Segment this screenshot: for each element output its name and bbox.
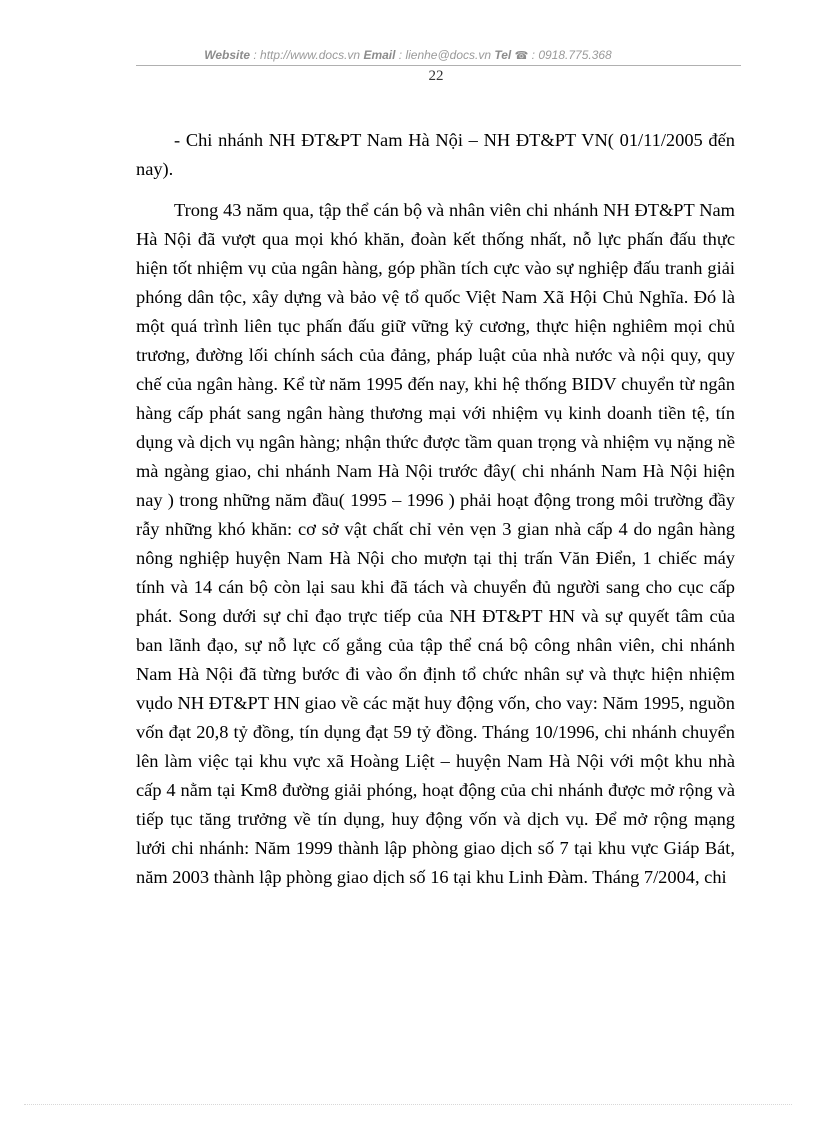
header-divider [136,65,741,66]
page-number: 22 [428,68,444,84]
website-label: Website [204,48,251,62]
email-label: Email [363,48,396,62]
document-body [136,126,735,904]
website-value: : http://www.docs.vn [250,48,364,62]
paragraph: Trong 43 năm qua, tập thể cán bộ và nhân viên chi nhánh NH ĐT&PT Nam Hà Nội đã vượt qua mọi khó khăn, đoàn kết thống nhất, nỗ lực phấn đấu thực hiện tốt nhiệm vụ của ngân hàng, góp phần tích cực vào sự nghiệp đấu tranh giải phóng dân tộc, xây dựng và bảo vệ tổ quốc Việt Nam Xã Hội Chủ Nghĩa. Đó là một quá trình liên tục phấn đấu giữ vững kỷ cương, thực hiện nghiêm mọi chủ trương, đường lối chính sách của đảng, pháp luật của nhà nước và nội quy, quy chế của ngân hàng. Kể từ năm 1995 đến nay, khi hệ thống BIDV chuyển từ ngân hàng cấp phát sang ngân hàng thương mại với nhiệm vụ kinh doanh tiền tệ, tín dụng và dịch vụ ngân hàng; nhận thức được tầm quan trọng và nhiệm vụ nặng nề mà ngàng giao, chi nhánh Nam Hà Nội trước đây( chi nhánh Nam Hà Nội hiện nay ) trong những năm đầu( 1995 – 1996 ) phải hoạt động trong môi trường đầy rẫy những khó khăn: cơ sở vật chất chỉ vẻn vẹn 3 gian nhà cấp 4 do ngân hàng nông nghiệp huyện Nam Hà Nội cho mượn tại thị trấn Văn Điển, 1 chiếc máy tính và 14 cán bộ còn lại sau khi đã tách và chuyển đủ người sang cho cục cấp phát. Song dưới sự chỉ đạo trực tiếp của NH ĐT&PT HN và sự quyết tâm của ban lãnh đạo, sự nỗ lực cố gắng của tập thể cná bộ công nhân viên, chi nhánh Nam Hà Nội đã từng bước đi vào ổn định tổ chức nhân sự và thực hiện nhiệm vụdo NH ĐT&PT HN giao về các mặt huy động vốn, cho vay: Năm 1995, nguồn vốn đạt 20,8 tỷ đồng, tín dụng đạt 59 tỷ đồng. Tháng 10/1996, chi nhánh chuyển lên làm việc tại khu vực xã Hoàng Liệt – huyện Nam Hà Nội với một khu nhà cấp 4 nằm tại Km8 đường giải phóng, hoạt động của chi nhánh được mở rộng và tiếp tục tăng trưởng về tín dụng, huy động vốn và dịch vụ. Để mở rộng mạng lưới chi nhánh: Năm 1999 thành lập phòng giao dịch số 7 tại khu vực Giáp Bát, năm 2003 thành lập phòng giao dịch số 16 tại khu Linh Đàm. Tháng 7/2004, chi [136,200,735,887]
tel-label: Tel [494,48,512,62]
footer-divider [24,1104,792,1105]
page-header [0,48,816,62]
tel-value: : 0918.775.368 [528,48,612,62]
paragraph: - Chi nhánh NH ĐT&PT Nam Hà Nội – NH ĐT&PT VN( 01/11/2005 đến nay). [136,130,735,179]
email-value: : lienhe@docs.vn [395,48,495,62]
phone-icon: ☎ [514,50,529,62]
